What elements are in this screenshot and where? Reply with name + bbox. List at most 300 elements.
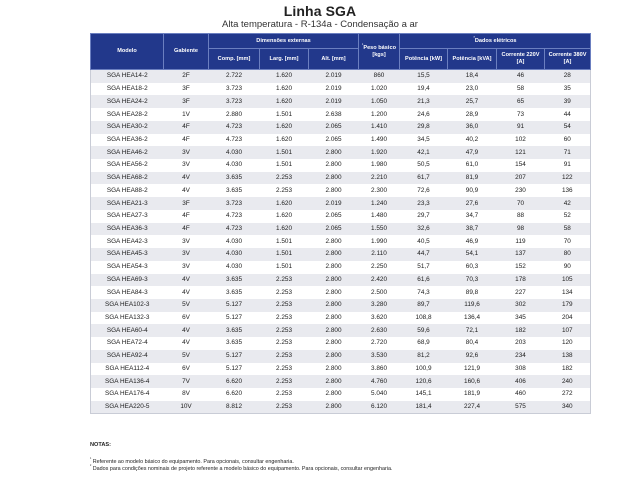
cell-potencia-kw: 181,4 [400, 401, 448, 414]
cell-comp: 3.723 [209, 197, 260, 210]
cell-peso: 860 [359, 70, 400, 83]
cell-modelo: SGA HEA36-2 [91, 134, 164, 147]
page-title: Linha SGA [283, 3, 357, 19]
cell-corrente-380v: 54 [545, 121, 591, 134]
cell-corrente-380v: 107 [545, 324, 591, 337]
cell-comp: 2.880 [209, 108, 260, 121]
cell-larg: 1.620 [260, 223, 309, 236]
cell-potencia-kva: 46,9 [448, 235, 497, 248]
footnote-mark: ¹ [90, 457, 92, 461]
cell-larg: 1.501 [260, 261, 309, 274]
cell-alt: 2.019 [309, 95, 359, 108]
cell-corrente-380v: 182 [545, 363, 591, 376]
cell-corrente-220v: 345 [497, 312, 545, 325]
cell-comp: 5.127 [209, 363, 260, 376]
table-row [91, 299, 591, 312]
cell-alt: 2.800 [309, 235, 359, 248]
cell-potencia-kva: 72,1 [448, 324, 497, 337]
cell-corrente-220v: 406 [497, 375, 545, 388]
cell-larg: 1.620 [260, 197, 309, 210]
cell-corrente-220v: 121 [497, 146, 545, 159]
table-row [91, 375, 591, 388]
table-row [91, 324, 591, 337]
cell-potencia-kva: 60,3 [448, 261, 497, 274]
cell-modelo: SGA HEA84-3 [91, 286, 164, 299]
cell-larg: 2.253 [260, 299, 309, 312]
cell-peso: 1.200 [359, 108, 400, 121]
cell-potencia-kva: 136,4 [448, 312, 497, 325]
cell-potencia-kva: 61,0 [448, 159, 497, 172]
cell-potencia-kw: 108,8 [400, 312, 448, 325]
cell-larg: 1.501 [260, 159, 309, 172]
cell-gabiente: 5V [164, 299, 209, 312]
cell-larg: 2.253 [260, 312, 309, 325]
cell-corrente-380v: 60 [545, 134, 591, 147]
cell-corrente-380v: 28 [545, 70, 591, 83]
footnote-mark: ² [90, 464, 92, 468]
table-row [91, 274, 591, 287]
table-row [91, 95, 591, 108]
cell-alt: 2.638 [309, 108, 359, 121]
header-corrente-380v: Corrente 380V [A] [545, 49, 591, 70]
cell-potencia-kva: 90,9 [448, 184, 497, 197]
cell-potencia-kva: 92,6 [448, 350, 497, 363]
cell-potencia-kw: 61,7 [400, 172, 448, 185]
cell-modelo: SGA HEA46-2 [91, 146, 164, 159]
table-row [91, 184, 591, 197]
cell-corrente-380v: 58 [545, 223, 591, 236]
cell-corrente-380v: 134 [545, 286, 591, 299]
cell-potencia-kw: 15,5 [400, 70, 448, 83]
cell-larg: 2.253 [260, 401, 309, 414]
cell-peso: 1.410 [359, 121, 400, 134]
cell-peso: 2.420 [359, 274, 400, 287]
cell-gabiente: 4F [164, 121, 209, 134]
cell-gabiente: 4V [164, 324, 209, 337]
cell-peso: 1.490 [359, 134, 400, 147]
cell-corrente-220v: 182 [497, 324, 545, 337]
cell-alt: 2.019 [309, 70, 359, 83]
cell-corrente-220v: 152 [497, 261, 545, 274]
cell-comp: 3.635 [209, 324, 260, 337]
cell-comp: 8.812 [209, 401, 260, 414]
cell-alt: 2.800 [309, 350, 359, 363]
cell-gabiente: 3F [164, 95, 209, 108]
cell-potencia-kva: 160,6 [448, 375, 497, 388]
cell-corrente-380v: 71 [545, 146, 591, 159]
cell-potencia-kva: 121,9 [448, 363, 497, 376]
cell-modelo: SGA HEA42-3 [91, 235, 164, 248]
cell-potencia-kva: 28,9 [448, 108, 497, 121]
cell-potencia-kw: 89,7 [400, 299, 448, 312]
cell-corrente-220v: 234 [497, 350, 545, 363]
cell-larg: 2.253 [260, 172, 309, 185]
table-row [91, 337, 591, 350]
cell-potencia-kva: 40,2 [448, 134, 497, 147]
cell-peso: 1.240 [359, 197, 400, 210]
cell-peso: 1.050 [359, 95, 400, 108]
table-row [91, 388, 591, 401]
cell-potencia-kw: 72,6 [400, 184, 448, 197]
cell-comp: 5.127 [209, 312, 260, 325]
cell-gabiente: 10V [164, 401, 209, 414]
cell-potencia-kva: 80,4 [448, 337, 497, 350]
cell-modelo: SGA HEA88-2 [91, 184, 164, 197]
cell-alt: 2.800 [309, 324, 359, 337]
cell-corrente-380v: 204 [545, 312, 591, 325]
cell-alt: 2.800 [309, 337, 359, 350]
cell-modelo: SGA HEA176-4 [91, 388, 164, 401]
header-peso-label: Peso básico [kgs] [363, 44, 396, 58]
cell-peso: 2.720 [359, 337, 400, 350]
cell-comp: 5.127 [209, 350, 260, 363]
cell-corrente-380v: 120 [545, 337, 591, 350]
header-corrente-220v: Corrente 220V [A] [497, 49, 545, 70]
cell-corrente-380v: 90 [545, 261, 591, 274]
table-row [91, 146, 591, 159]
cell-potencia-kw: 81,2 [400, 350, 448, 363]
cell-peso: 3.530 [359, 350, 400, 363]
cell-alt: 2.065 [309, 210, 359, 223]
page-subtitle: Alta temperatura - R-134a - Condensação a ar [222, 19, 418, 30]
footnote-1 [90, 459, 294, 465]
cell-larg: 1.501 [260, 235, 309, 248]
cell-larg: 2.253 [260, 388, 309, 401]
cell-peso: 6.120 [359, 401, 400, 414]
header-potencia-kva: Potência [kVA] [448, 49, 497, 70]
header-potencia-kw: Potência [kW] [400, 49, 448, 70]
header-eletricos-label: Dados elétricos [474, 37, 517, 44]
cell-potencia-kw: 145,1 [400, 388, 448, 401]
cell-peso: 1.980 [359, 159, 400, 172]
cell-comp: 3.635 [209, 184, 260, 197]
cell-comp: 6.620 [209, 375, 260, 388]
cell-peso: 2.300 [359, 184, 400, 197]
footnote-2-text: Dados para condições nominais de projeto referente a modelo básico do equipamento. Para opcionais, consultar engenharia. [91, 466, 393, 472]
cell-gabiente: 3V [164, 248, 209, 261]
cell-gabiente: 4V [164, 286, 209, 299]
table-row [91, 350, 591, 363]
cell-corrente-220v: 70 [497, 197, 545, 210]
cell-peso: 1.550 [359, 223, 400, 236]
cell-peso: 2.630 [359, 324, 400, 337]
cell-gabiente: 3V [164, 261, 209, 274]
cell-corrente-380v: 91 [545, 159, 591, 172]
notes-label: NOTAS: [90, 442, 112, 448]
cell-modelo: SGA HEA30-2 [91, 121, 164, 134]
cell-peso: 1.990 [359, 235, 400, 248]
header-modelo: Modelo [91, 34, 164, 70]
cell-gabiente: 3V [164, 146, 209, 159]
cell-corrente-220v: 65 [497, 95, 545, 108]
table-row [91, 121, 591, 134]
cell-alt: 2.065 [309, 134, 359, 147]
cell-corrente-220v: 88 [497, 210, 545, 223]
table-row [91, 197, 591, 210]
cell-peso: 2.250 [359, 261, 400, 274]
cell-comp: 4.030 [209, 261, 260, 274]
cell-corrente-220v: 154 [497, 159, 545, 172]
cell-potencia-kw: 40,5 [400, 235, 448, 248]
cell-corrente-220v: 46 [497, 70, 545, 83]
cell-potencia-kva: 38,7 [448, 223, 497, 236]
cell-comp: 3.635 [209, 274, 260, 287]
spec-table [90, 33, 591, 414]
cell-modelo: SGA HEA92-4 [91, 350, 164, 363]
cell-modelo: SGA HEA136-4 [91, 375, 164, 388]
cell-corrente-220v: 460 [497, 388, 545, 401]
cell-modelo: SGA HEA24-2 [91, 95, 164, 108]
cell-gabiente: 7V [164, 375, 209, 388]
cell-potencia-kw: 44,7 [400, 248, 448, 261]
cell-larg: 1.501 [260, 146, 309, 159]
table-row [91, 210, 591, 223]
table-row [91, 261, 591, 274]
cell-comp: 4.723 [209, 223, 260, 236]
cell-potencia-kva: 47,9 [448, 146, 497, 159]
cell-gabiente: 4V [164, 274, 209, 287]
cell-potencia-kw: 100,9 [400, 363, 448, 376]
table-row [91, 70, 591, 83]
header-dados-eletricos [400, 34, 591, 49]
cell-larg: 1.620 [260, 95, 309, 108]
cell-corrente-220v: 230 [497, 184, 545, 197]
header-comp: Comp. [mm] [209, 49, 260, 70]
cell-corrente-220v: 207 [497, 172, 545, 185]
cell-comp: 4.030 [209, 235, 260, 248]
cell-alt: 2.800 [309, 159, 359, 172]
cell-corrente-380v: 80 [545, 248, 591, 261]
cell-gabiente: 5V [164, 350, 209, 363]
cell-corrente-220v: 137 [497, 248, 545, 261]
cell-larg: 1.620 [260, 210, 309, 223]
cell-alt: 2.800 [309, 299, 359, 312]
cell-larg: 1.620 [260, 134, 309, 147]
cell-potencia-kw: 50,5 [400, 159, 448, 172]
cell-modelo: SGA HEA14-2 [91, 70, 164, 83]
cell-corrente-380v: 39 [545, 95, 591, 108]
cell-potencia-kw: 23,3 [400, 197, 448, 210]
cell-comp: 3.635 [209, 337, 260, 350]
cell-potencia-kva: 27,6 [448, 197, 497, 210]
cell-potencia-kw: 21,3 [400, 95, 448, 108]
cell-peso: 1.920 [359, 146, 400, 159]
cell-modelo: SGA HEA45-3 [91, 248, 164, 261]
cell-larg: 2.253 [260, 350, 309, 363]
table-row [91, 401, 591, 414]
cell-modelo: SGA HEA68-2 [91, 172, 164, 185]
table-row [91, 134, 591, 147]
cell-alt: 2.800 [309, 274, 359, 287]
cell-larg: 2.253 [260, 337, 309, 350]
cell-alt: 2.065 [309, 223, 359, 236]
cell-peso: 2.500 [359, 286, 400, 299]
cell-peso: 1.480 [359, 210, 400, 223]
cell-corrente-380v: 35 [545, 83, 591, 96]
cell-alt: 2.019 [309, 83, 359, 96]
cell-modelo: SGA HEA220-5 [91, 401, 164, 414]
cell-alt: 2.800 [309, 312, 359, 325]
cell-alt: 2.800 [309, 375, 359, 388]
cell-alt: 2.800 [309, 363, 359, 376]
footnote-1-text: Referente ao modelo básico do equipamento. Para opcionais, consultar engenharia. [91, 459, 294, 465]
table-row [91, 312, 591, 325]
cell-peso: 5.040 [359, 388, 400, 401]
cell-larg: 1.501 [260, 108, 309, 121]
cell-larg: 2.253 [260, 286, 309, 299]
cell-comp: 4.030 [209, 248, 260, 261]
cell-potencia-kw: 29,8 [400, 121, 448, 134]
cell-peso: 3.860 [359, 363, 400, 376]
cell-larg: 2.253 [260, 184, 309, 197]
cell-potencia-kva: 25,7 [448, 95, 497, 108]
cell-corrente-220v: 227 [497, 286, 545, 299]
header-gabiente: Gabiente [164, 34, 209, 70]
cell-comp: 4.030 [209, 159, 260, 172]
cell-modelo: SGA HEA102-3 [91, 299, 164, 312]
cell-alt: 2.019 [309, 197, 359, 210]
cell-peso: 3.620 [359, 312, 400, 325]
cell-potencia-kw: 32,6 [400, 223, 448, 236]
cell-comp: 2.722 [209, 70, 260, 83]
cell-larg: 2.253 [260, 363, 309, 376]
cell-potencia-kw: 42,1 [400, 146, 448, 159]
cell-comp: 6.620 [209, 388, 260, 401]
cell-potencia-kva: 36,0 [448, 121, 497, 134]
cell-corrente-380v: 42 [545, 197, 591, 210]
footnote-mark: ¹ [362, 41, 364, 47]
cell-modelo: SGA HEA21-3 [91, 197, 164, 210]
table-header [91, 34, 591, 70]
cell-corrente-380v: 138 [545, 350, 591, 363]
header-peso [359, 34, 400, 70]
footnote-2 [90, 466, 392, 472]
table-row [91, 159, 591, 172]
table-body [91, 70, 591, 414]
cell-modelo: SGA HEA36-3 [91, 223, 164, 236]
cell-modelo: SGA HEA60-4 [91, 324, 164, 337]
cell-potencia-kva: 54,1 [448, 248, 497, 261]
cell-gabiente: 4F [164, 134, 209, 147]
cell-comp: 4.723 [209, 134, 260, 147]
cell-modelo: SGA HEA72-4 [91, 337, 164, 350]
cell-gabiente: 1V [164, 108, 209, 121]
footnote-mark: ² [473, 34, 475, 40]
cell-peso: 2.110 [359, 248, 400, 261]
cell-corrente-220v: 73 [497, 108, 545, 121]
cell-peso: 2.210 [359, 172, 400, 185]
cell-larg: 1.501 [260, 248, 309, 261]
cell-comp: 3.723 [209, 95, 260, 108]
header-alt: Alt. [mm] [309, 49, 359, 70]
cell-potencia-kva: 18,4 [448, 70, 497, 83]
cell-gabiente: 2F [164, 70, 209, 83]
table-row [91, 363, 591, 376]
cell-gabiente: 4F [164, 223, 209, 236]
cell-comp: 3.635 [209, 172, 260, 185]
cell-alt: 2.065 [309, 121, 359, 134]
cell-potencia-kw: 61,6 [400, 274, 448, 287]
cell-alt: 2.800 [309, 401, 359, 414]
cell-gabiente: 3V [164, 235, 209, 248]
cell-alt: 2.800 [309, 388, 359, 401]
cell-larg: 2.253 [260, 375, 309, 388]
table-row [91, 108, 591, 121]
cell-larg: 2.253 [260, 324, 309, 337]
cell-alt: 2.800 [309, 248, 359, 261]
cell-comp: 4.723 [209, 121, 260, 134]
cell-potencia-kw: 68,9 [400, 337, 448, 350]
table-row [91, 83, 591, 96]
cell-potencia-kva: 89,8 [448, 286, 497, 299]
cell-alt: 2.800 [309, 286, 359, 299]
cell-corrente-380v: 52 [545, 210, 591, 223]
cell-modelo: SGA HEA56-2 [91, 159, 164, 172]
cell-gabiente: 6V [164, 363, 209, 376]
cell-comp: 4.723 [209, 210, 260, 223]
cell-potencia-kva: 181,9 [448, 388, 497, 401]
cell-corrente-380v: 136 [545, 184, 591, 197]
header-larg: Larg. [mm] [260, 49, 309, 70]
cell-potencia-kw: 74,3 [400, 286, 448, 299]
cell-larg: 1.620 [260, 121, 309, 134]
cell-corrente-220v: 203 [497, 337, 545, 350]
cell-comp: 3.635 [209, 286, 260, 299]
cell-gabiente: 3F [164, 197, 209, 210]
cell-corrente-220v: 178 [497, 274, 545, 287]
cell-comp: 3.723 [209, 83, 260, 96]
cell-potencia-kw: 24,6 [400, 108, 448, 121]
cell-potencia-kw: 120,6 [400, 375, 448, 388]
cell-modelo: SGA HEA18-2 [91, 83, 164, 96]
table-row [91, 286, 591, 299]
cell-potencia-kw: 51,7 [400, 261, 448, 274]
cell-corrente-380v: 272 [545, 388, 591, 401]
cell-larg: 1.620 [260, 83, 309, 96]
cell-alt: 2.800 [309, 146, 359, 159]
cell-potencia-kva: 34,7 [448, 210, 497, 223]
cell-peso: 4.760 [359, 375, 400, 388]
cell-alt: 2.800 [309, 184, 359, 197]
cell-modelo: SGA HEA132-3 [91, 312, 164, 325]
cell-gabiente: 4V [164, 172, 209, 185]
cell-corrente-220v: 102 [497, 134, 545, 147]
cell-corrente-220v: 98 [497, 223, 545, 236]
cell-modelo: SGA HEA27-3 [91, 210, 164, 223]
cell-potencia-kw: 59,6 [400, 324, 448, 337]
cell-gabiente: 3F [164, 83, 209, 96]
cell-alt: 2.800 [309, 261, 359, 274]
cell-corrente-380v: 240 [545, 375, 591, 388]
cell-potencia-kw: 29,7 [400, 210, 448, 223]
header-dimensoes: Dimensões externas [209, 34, 359, 49]
cell-gabiente: 4V [164, 184, 209, 197]
cell-gabiente: 8V [164, 388, 209, 401]
cell-gabiente: 3V [164, 159, 209, 172]
cell-peso: 3.280 [359, 299, 400, 312]
cell-potencia-kw: 34,5 [400, 134, 448, 147]
cell-potencia-kva: 23,0 [448, 83, 497, 96]
table-row [91, 248, 591, 261]
cell-potencia-kva: 119,6 [448, 299, 497, 312]
cell-corrente-380v: 70 [545, 235, 591, 248]
cell-corrente-220v: 575 [497, 401, 545, 414]
cell-larg: 2.253 [260, 274, 309, 287]
cell-corrente-220v: 308 [497, 363, 545, 376]
cell-comp: 4.030 [209, 146, 260, 159]
cell-corrente-220v: 119 [497, 235, 545, 248]
cell-potencia-kva: 227,4 [448, 401, 497, 414]
